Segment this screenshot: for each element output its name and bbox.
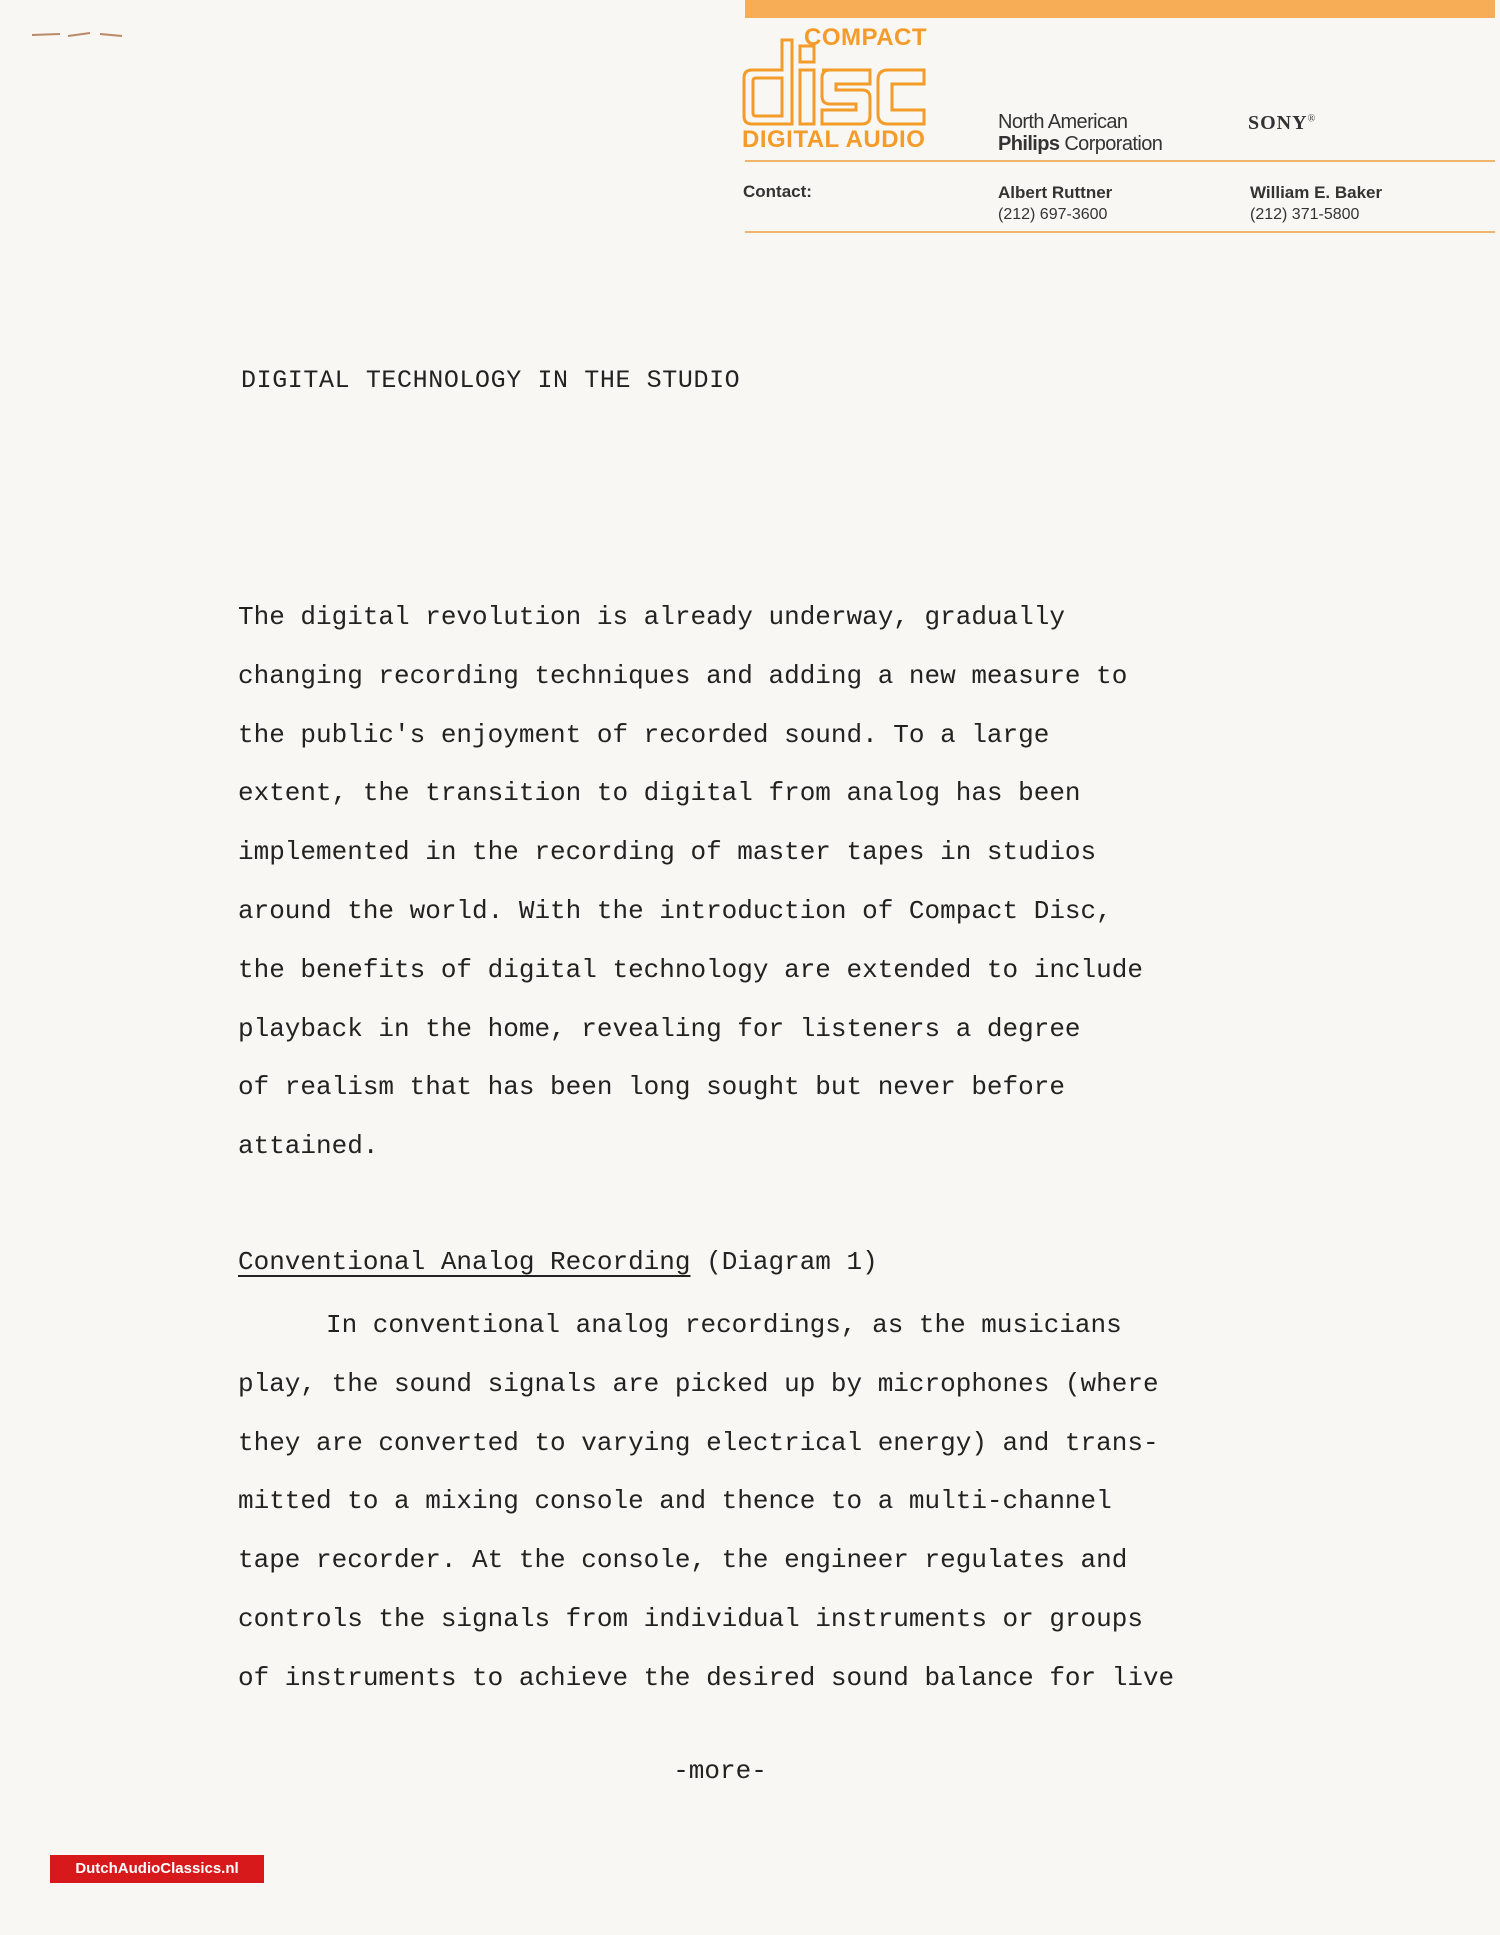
header-accent-bar: [745, 0, 1495, 18]
text-line: implemented in the recording of master tapes in studios: [238, 837, 1097, 868]
contact-phone-ruttner: (212) 697-3600: [998, 206, 1108, 223]
text-line: tape recorder. At the console, the engineer regulates and: [238, 1545, 1128, 1576]
header-divider-bottom: [745, 231, 1495, 233]
text-line: of realism that has been long sought but never before: [238, 1072, 1065, 1103]
text-line: controls the signals from individual instruments or groups: [238, 1603, 1143, 1634]
watermark-badge: DutchAudioClassics.nl: [50, 1855, 264, 1883]
sony-text: SONY: [1248, 112, 1308, 134]
text-line: attained.: [238, 1131, 379, 1162]
text-line: mitted to a mixing console and thence to a multi-channel: [238, 1486, 1112, 1517]
section-paragraph: [238, 1296, 1338, 1708]
text-line: the benefits of digital technology are extended to include: [238, 954, 1143, 985]
section-heading-note: (Diagram 1): [690, 1247, 878, 1277]
header-divider-top: [745, 160, 1495, 162]
philips-name-line1: North American: [998, 111, 1128, 133]
text-line: The digital revolution is already underway, gradually: [238, 602, 1065, 632]
paper-mark: [30, 28, 130, 42]
compact-disc-logo: [742, 24, 947, 159]
document-title: DIGITAL TECHNOLOGY IN THE STUDIO: [241, 366, 741, 395]
contact-label: Contact:: [743, 182, 812, 201]
contact-phone-baker: (212) 371-5800: [1250, 206, 1360, 223]
text-line: play, the sound signals are picked up by microphones (where: [238, 1368, 1159, 1399]
text-line: of instruments to achieve the desired sound balance for live: [238, 1662, 1175, 1693]
intro-paragraph: [238, 588, 1338, 1176]
contact-name-baker: William E. Baker: [1250, 183, 1383, 202]
philips-bold: Philips: [998, 133, 1060, 155]
section-heading-title: Conventional Analog Recording: [238, 1247, 691, 1277]
contact-name-ruttner: Albert Ruttner: [998, 183, 1113, 202]
text-line: the public's enjoyment of recorded sound. To a large: [238, 719, 1050, 750]
text-line: In conventional analog recordings, as the musicians: [326, 1310, 1122, 1340]
continuation-marker: -more-: [673, 1756, 767, 1786]
philips-name-line2: [998, 133, 1162, 156]
text-line: extent, the transition to digital from analog has been: [238, 778, 1081, 809]
text-line: they are converted to varying electrical energy) and trans-: [238, 1427, 1159, 1458]
text-line: playback in the home, revealing for listeners a degree: [238, 1013, 1081, 1044]
registered-mark: ®: [1307, 113, 1317, 125]
section-heading: [238, 1247, 878, 1277]
text-line: around the world. With the introduction of Compact Disc,: [238, 895, 1112, 926]
text-line: changing recording techniques and adding a new measure to: [238, 660, 1128, 691]
logo-compact-text: COMPACT: [804, 24, 928, 51]
logo-digital-audio-text: DIGITAL AUDIO: [742, 126, 926, 153]
logo-disc-wordmark: [742, 36, 947, 128]
philips-rest: Corporation: [1059, 133, 1163, 155]
sony-logo: [1248, 112, 1316, 135]
